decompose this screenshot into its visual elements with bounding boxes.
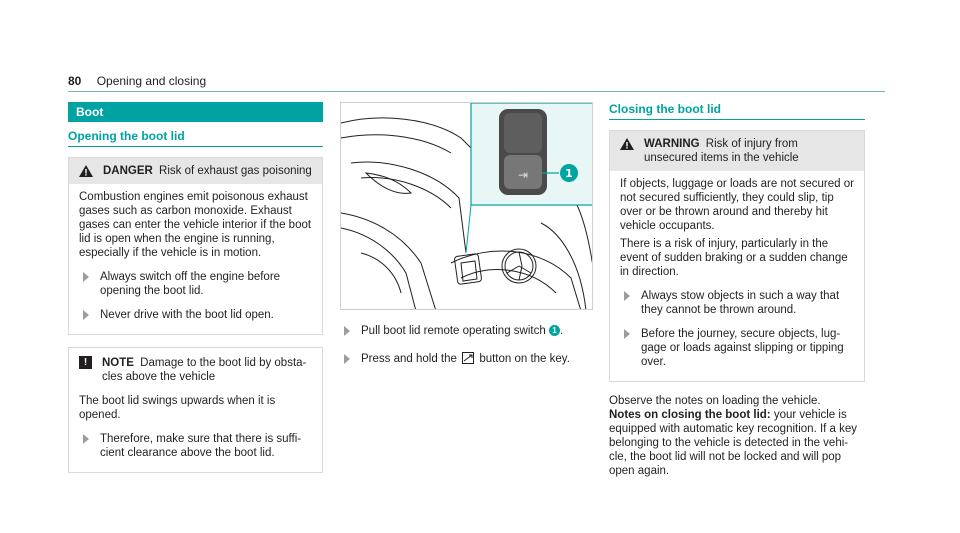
closing-notes: [609, 394, 865, 478]
header-rule: [68, 91, 885, 92]
step-text: Always stow objects in such a way that they cannot be thrown around.: [641, 290, 840, 316]
step-text: Never drive with the boot lid open.: [100, 309, 274, 321]
notes-label: Notes on closing the boot lid:: [609, 409, 771, 421]
col2-step-2: [340, 352, 593, 366]
note-body: The boot lid swings upwards when it is opened.: [79, 395, 276, 421]
danger-step: [79, 308, 312, 322]
step-arrow-icon: [624, 329, 630, 339]
warning-box: [609, 130, 865, 382]
step-text: Press and hold the: [361, 353, 457, 365]
step-text: Therefore, make sure that there is suffi-cient clearance above the boot lid.: [100, 433, 302, 459]
step-text-end: button on the key.: [479, 353, 570, 365]
page-header: [68, 74, 206, 88]
warning-heading: Risk of injury from unsecured items in the vehicle: [644, 138, 799, 164]
observe-text: Observe the notes on loading the vehicle.: [609, 395, 821, 407]
subheading-opening: Opening the boot lid: [68, 122, 323, 147]
page-number: 80: [68, 74, 82, 88]
warning-step: [620, 289, 854, 317]
note-box: [68, 347, 323, 473]
step-arrow-icon: [83, 310, 89, 320]
note-keyword: NOTE: [102, 357, 134, 369]
warning-header: [610, 131, 864, 171]
step-text: Pull boot lid remote operating switch: [361, 325, 546, 337]
column-3: [609, 102, 865, 478]
note-heading: Damage to the boot lid by obsta-cles above the vehicle: [102, 357, 307, 383]
note-step: [79, 432, 312, 460]
warning-step: [620, 327, 854, 369]
boot-lid-switch-illustration: [340, 102, 593, 310]
boot-lid-button-icon: [462, 352, 474, 364]
note-header: [69, 348, 322, 388]
danger-header: [69, 158, 322, 184]
callout-1-icon: 1: [549, 325, 560, 336]
danger-heading: Risk of exhaust gas poisoning: [159, 165, 312, 177]
column-2: [340, 102, 593, 370]
col2-step-1: [340, 324, 593, 338]
step-arrow-icon: [83, 434, 89, 444]
door-panel-drawing: [341, 103, 593, 310]
warning-paragraph: If objects, luggage or loads are not secured or not secured sufficiently, they could slip, tip over or be thrown around and thereby hit vehicle occupants.: [620, 178, 854, 232]
warning-keyword: WARNING: [644, 138, 700, 150]
section-bar-boot: Boot: [68, 102, 323, 122]
warning-triangle-icon: [620, 138, 634, 150]
subheading-closing: Closing the boot lid: [609, 102, 865, 120]
step-arrow-icon: [83, 272, 89, 282]
danger-body: Combustion engines emit poisonous exhaust gases such as carbon monoxide. Exhaust gases can enter the vehicle interior if the boot lid is open when the engine is running, especially if the vehicle is in motion.: [79, 191, 312, 259]
step-text: Before the journey, secure objects, lug-gage or loads against slipping or tipping over.: [641, 328, 844, 368]
page-section-title: Opening and closing: [96, 74, 207, 88]
note-exclamation-icon: !: [79, 356, 92, 369]
step-arrow-icon: [344, 354, 350, 364]
step-arrow-icon: [344, 326, 350, 336]
svg-text:⇥: ⇥: [517, 168, 529, 182]
danger-box: [68, 157, 323, 335]
illustration-callout-label: 1: [565, 167, 573, 180]
step-arrow-icon: [624, 291, 630, 301]
warning-triangle-icon: [79, 165, 93, 177]
step-text-end: .: [559, 325, 564, 337]
column-1: [68, 102, 323, 485]
notes-text: your vehicle is equipped with automatic key recognition. If a key belonging to the vehicle is detected in the vehi-cle, the boot lid will not be locked and will pop open again.: [609, 409, 858, 477]
warning-paragraph: There is a risk of injury, particularly in the event of sudden braking or a sudden change in direction.: [620, 238, 848, 278]
step-text: Always switch off the engine before opening the boot lid.: [100, 271, 281, 297]
danger-step: [79, 270, 312, 298]
danger-keyword: DANGER: [103, 165, 153, 177]
